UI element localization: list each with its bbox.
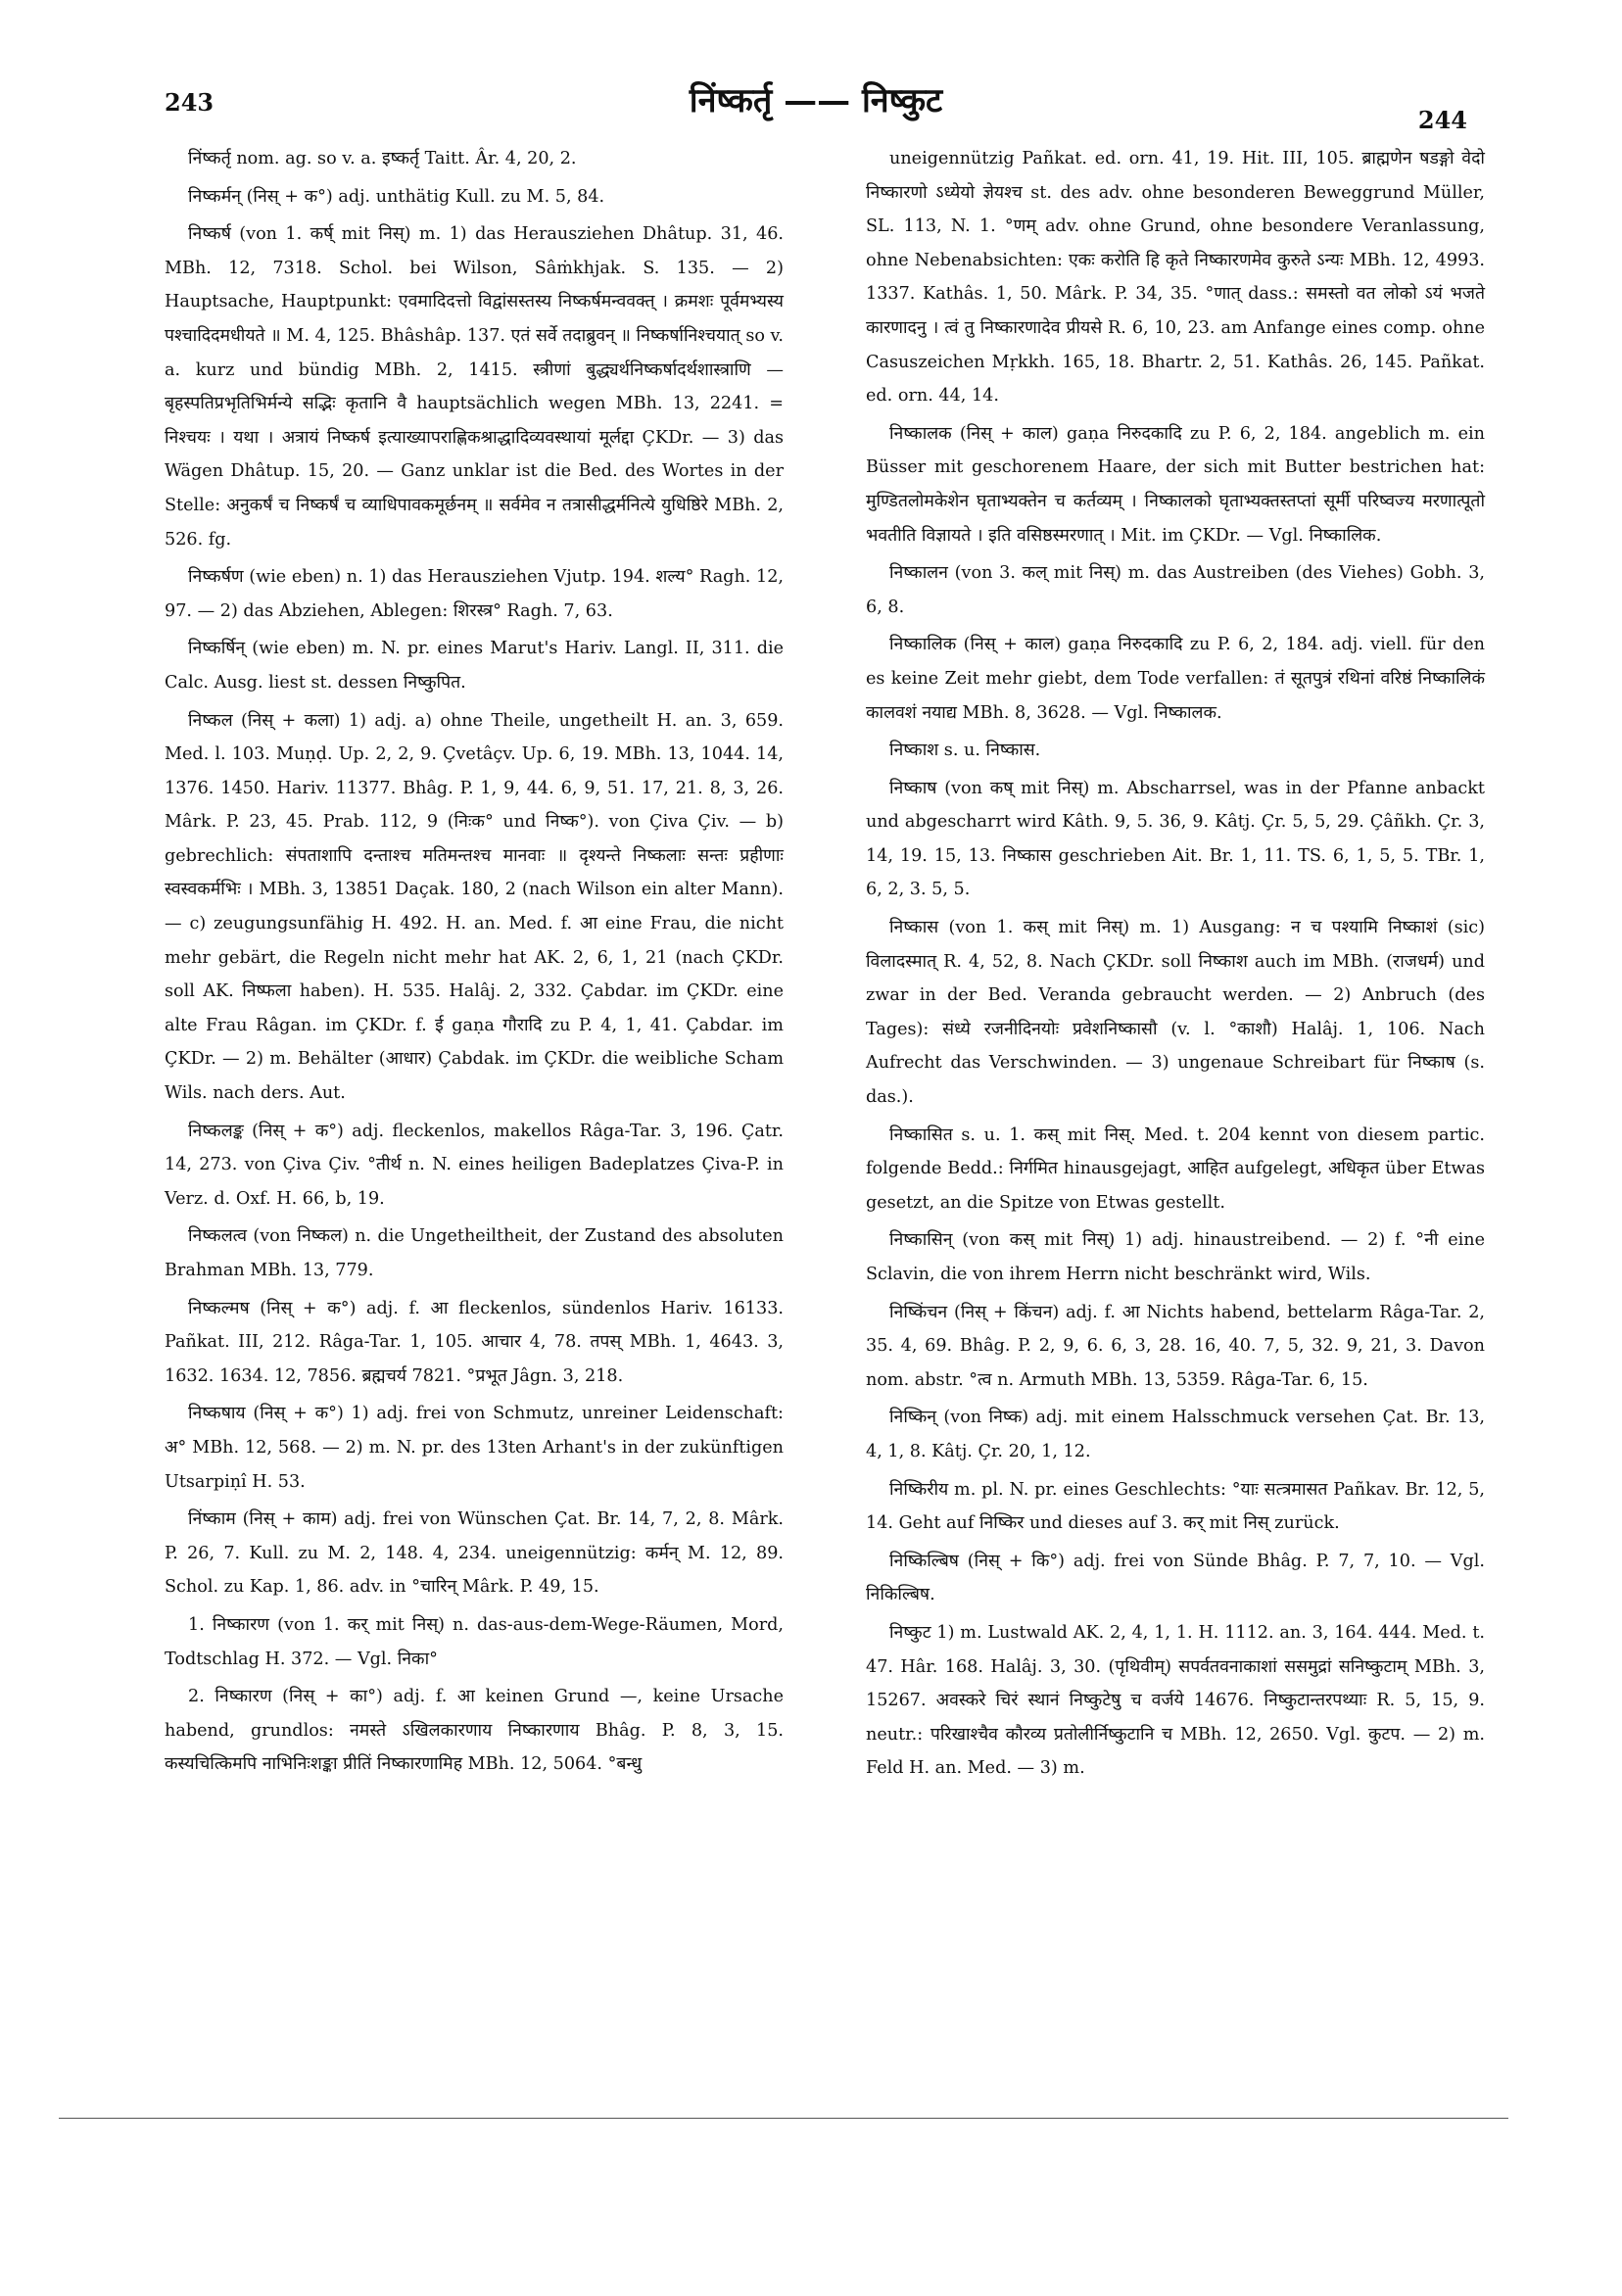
page-number-right: 244	[1417, 106, 1467, 134]
dictionary-entry: निंष्कर्तृ nom. ag. so v. a. इष्कर्तृ Taitt. Âr. 4, 20, 2.	[188, 149, 577, 168]
dictionary-entry: निष्काष (von कष् mit निस्) m. Abscharrsel, was in der Pfanne anbackt und abgescharrt wird Kâth. 9, 5. 36, 9. Kâtj. Çr. 5, 5, 29. Çâñkh. Çr. 3, 14, 19. 15, 13. निष्कास geschrieben Ait. Br. 1, 11. TS. 6, 1, 5, 5. TBr. 1, 6, 2, 3. 5, 5.	[866, 778, 1485, 900]
dictionary-entry: निष्किंचन (निस् + किंचन) adj. f. आ Nichts habend, bettelarm Râga-Tar. 2, 35. 4, 69. Bhâg. P. 2, 9, 6. 6, 3, 28. 16, 40. 7, 5, 32. 9, 21, 3. Davon nom. abstr. °त्व n. Armuth MBh. 13, 5359. Râga-Tar. 6, 15.	[866, 1302, 1485, 1390]
dictionary-entry: 1. निष्कारण (von 1. कर् mit निस्) n. das-aus-dem-Wege-Räumen, Mord, Todtschlag H. 372. — Vgl. निका°	[165, 1614, 784, 1669]
page-header	[165, 76, 1467, 135]
right-column	[866, 142, 1485, 1790]
dictionary-entry: निष्कलङ्क (निस् + क°) adj. fleckenlos, makellos Râga-Tar. 3, 196. Çatr. 14, 273. von Çiva Çiv. °तीर्थ n. N. eines heiligen Badeplatzes Çiva-P. in Verz. d. Oxf. H. 66, b, 19.	[165, 1121, 784, 1209]
dictionary-entry: निष्कषाय (निस् + क°) 1) adj. frei von Schmutz, unreiner Leidenschaft: अ° MBh. 12, 568. — 2) m. N. pr. des 13ten Arhant's in der zukünftigen Utsarpiṇî H. 53.	[165, 1404, 784, 1492]
dictionary-entry: निष्कल्मष (निस् + क°) adj. f. आ fleckenlos, sündenlos Hariv. 16133. Pañkat. III, 212. Râga-Tar. 1, 105. आचार 4, 78. तपस् MBh. 1, 4643. 3, 1632. 1634. 12, 7856. ब्रह्मचर्य 7821. °प्रभूत Jâgn. 3, 218.	[165, 1298, 784, 1386]
footer-rule	[59, 2118, 1508, 2119]
page-number-left: 243	[165, 88, 215, 117]
running-title: निंष्कर्तृ —— निष्कुट	[689, 81, 943, 120]
dictionary-entry: निष्कर्ष (von 1. कर्ष् mit निस्) m. 1) das Herausziehen Dhâtup. 31, 46. MBh. 12, 7318. Schol. bei Wilson, Sâṁkhjak. S. 135. — 2) Hauptsache, Hauptpunkt: एवमादिदत्तो विद्वांसस्तस्य निष्कर्षमन्ववक्त् । क्रमशः पूर्वमभ्यस्य पश्चादिदमधीयते ॥ M. 4, 125. Bhâshâp. 137. एतं सर्वे तदाब्रुवन् ॥ निष्कर्षानिश्चयात् so v. a. kurz und bündig MBh. 2, 1415. स्त्रीणां बुद्ध्यर्थनिष्कर्षादर्थशास्त्राणि — बृहस्पतिप्रभृतिभिर्मन्ये सद्भिः कृतानि वै hauptsächlich wegen MBh. 13, 2241. = निश्चयः । यथा । अत्रायं निष्कर्ष इत्याख्यापराह्णिकश्राद्धादिव्यवस्थायां मूर्लद्दा ÇKDr. — 3) das Wägen Dhâtup. 15, 20. — Ganz unklar ist die Bed. des Wortes in der Stelle: अनुकर्षं च निष्कर्षं च व्याधिपावकमूर्छनम् ॥ सर्वमेव न तत्रासीद्धर्मनित्ये युधिष्ठिरे MBh. 2, 526. fg.	[165, 224, 784, 550]
dictionary-entry: निष्कर्षिन् (wie eben) m. N. pr. eines Marut's Hariv. Langl. II, 311. die Calc. Ausg. liest st. dessen निष्कुपित.	[165, 639, 784, 693]
dictionary-entry: निष्कल (निस् + कला) 1) adj. a) ohne Theile, ungetheilt H. an. 3, 659. Med. l. 103. Muṇḍ. Up. 2, 2, 9. Çvetâçv. Up. 6, 19. MBh. 13, 1044. 14, 1376. 1450. Hariv. 11377. Bhâg. P. 1, 9, 44. 6, 9, 51. 17, 21. 8, 3, 26. Mârk. P. 23, 45. Prab. 112, 9 (निःक° und निष्क°). von Çiva Çiv. — b) gebrechlich: संपताशापि दन्ताश्च मतिमन्तश्च मानवाः ॥ दृश्यन्ते निष्कलाः सन्तः प्रहीणाः स्वस्वकर्मभिः । MBh. 3, 13851 Daçak. 180, 2 (nach Wilson ein alter Mann). — c) zeugungsunfähig H. 492. H. an. Med. f. आ eine Frau, die nicht mehr gebärt, die Regeln nicht mehr hat AK. 2, 6, 1, 21 (nach ÇKDr. soll AK. निष्फला haben). H. 535. Halâj. 2, 332. Çabdar. im ÇKDr. eine alte Frau Râgan. im ÇKDr. f. ई gaṇa गौरादि zu P. 4, 1, 41. Çabdar. im ÇKDr. — 2) m. Behälter (आधार) Çabdak. im ÇKDr. die weibliche Scham Wils. nach ders. Aut.	[165, 710, 784, 1104]
dictionary-entry: निष्कालन (von 3. कल् mit निस्) m. das Austreiben (des Viehes) Gobh. 3, 6, 8.	[866, 563, 1485, 617]
dictionary-entry: निंष्काम (निस् + काम) adj. frei von Wünschen Çat. Br. 14, 7, 2, 8. Mârk. P. 26, 7. Kull. zu M. 2, 148. 4, 234. uneigennützig: कर्मन् M. 12, 89. Schol. zu Kap. 1, 86. adv. in °चारिन् Mârk. P. 49, 15.	[165, 1509, 784, 1598]
left-column	[165, 142, 784, 1786]
dictionary-entry: निष्किन् (von निष्क) adj. mit einem Halsschmuck versehen Çat. Br. 13, 4, 1, 8. Kâtj. Çr. 20, 1, 12.	[866, 1408, 1485, 1461]
dictionary-entry: uneigennützig Pañkat. ed. orn. 41, 19. Hit. III, 105. ब्राह्मणेन षडङ्गो वेदो निष्कारणो ऽध्येयो ज्ञेयश्च st. des adv. ohne besonderen Beweggrund Müller, SL. 113, N. 1. °णम् adv. ohne Grund, ohne besondere Veranlassung, ohne Nebenabsichten: एकः करोति हि कृते निष्कारणमेव कुरुते ऽन्यः MBh. 12, 4993. 1337. Kathâs. 1, 50. Mârk. P. 34, 35. °णात् dass.: समस्तो वत लोको ऽयं भजते कारणादनु । त्वं तु निष्कारणादेव प्रीयसे R. 6, 10, 23. am Anfange eines comp. ohne Casuszeichen Mṛkkh. 165, 18. Bhartr. 2, 51. Kathâs. 26, 145. Pañkat. ed. orn. 44, 14.	[866, 149, 1485, 407]
dictionary-entry: निष्कास (von 1. कस् mit निस्) m. 1) Ausgang: न च पश्यामि निष्काशं (sic) विलादस्मात् R. 4, 52, 8. Nach ÇKDr. soll निष्काश auch im MBh. (राजधर्म) und zwar in der Bed. Veranda gebraucht werden. — 2) Anbruch (des Tages): संध्ये रजनीदिनयोः प्रवेशनिष्कासौ (v. l. °काशौ) Halâj. 1, 106. Nach Aufrecht das Verschwinden. — 3) ungenaue Schreibart für निष्काष (s. das.).	[866, 918, 1485, 1108]
dictionary-entry: निष्कासित s. u. 1. कस् mit निस्. Med. t. 204 kennt von diesem partic. folgende Bedd.: निर्गमित hinausgejagt, आहित aufgelegt, अधिकृत über Etwas gesetzt, an die Spitze von Etwas gestellt.	[866, 1124, 1485, 1213]
dictionary-entry: निष्कुट 1) m. Lustwald AK. 2, 4, 1, 1. H. 1112. an. 3, 164. 444. Med. t. 47. Hâr. 168. Halâj. 3, 30. (पृथिवीम्) सपर्वतवनाकाशां ससमुद्रां सनिष्कुटाम् MBh. 3, 15267. अवस्करे चिरं स्थानं निष्कुटेषु च वर्जये 14676. निष्कुटान्तरपथ्याः R. 5, 15, 9. neutr.: परिखाश्चैव कौरव्य प्रतोलीर्निष्कुटानि च MBh. 12, 2650. Vgl. कुटप. — 2) m. Feld H. an. Med. — 3) m.	[866, 1622, 1485, 1779]
dictionary-entry: 2. निष्कारण (निस् + का°) adj. f. आ keinen Grund —, keine Ursache habend, grundlos: नमस्ते ऽखिलकारणाय निष्कारणाय Bhâg. P. 8, 3, 15. कस्यचित्किमपि नाभिनिःशङ्का प्रीतिं निष्कारणामिह MBh. 12, 5064. °बन्धु	[165, 1687, 784, 1775]
dictionary-entry: निष्किरीय m. pl. N. pr. eines Geschlechts: °याः सत्त्रमासत Pañkav. Br. 12, 5, 14. Geht auf निष्किर und dieses auf 3. कर् mit निस् zurück.	[866, 1479, 1485, 1534]
dictionary-entry: निष्कालिक (निस् + काल) gaṇa निरुदकादि zu P. 6, 2, 184. adj. viell. für den es keine Zeit mehr giebt, dem Tode verfallen: तं सूतपुत्रं रथिनां वरिष्ठं निष्कालिकं कालवशं नयाद्य MBh. 8, 3628. — Vgl. निष्कालक.	[866, 635, 1485, 723]
dictionary-entry: निष्काश s. u. निष्कास.	[889, 741, 1041, 761]
dictionary-entry: निष्कलत्व (von निष्कल) n. die Ungetheiltheit, der Zustand des absoluten Brahman MBh. 13, 779.	[165, 1226, 784, 1280]
dictionary-entry: निष्कर्मन् (निस् + क°) adj. unthätig Kull. zu M. 5, 84.	[188, 186, 605, 207]
dictionary-entry: निष्कर्षण (wie eben) n. 1) das Herausziehen Vjutp. 194. शल्य° Ragh. 12, 97. — 2) das Abziehen, Ablegen: शिरस्त्र° Ragh. 7, 63.	[165, 567, 784, 621]
dictionary-entry: निष्किल्बिष (निस् + कि°) adj. frei von Sünde Bhâg. P. 7, 7, 10. — Vgl. निकिल्बिष.	[866, 1551, 1485, 1605]
dictionary-entry: निष्कालक (निस् + काल) gaṇa निरुदकादि zu P. 6, 2, 184. angeblich m. ein Büsser mit geschorenem Haare, der sich mit Butter bestrichen hat: मुण्डितलोमकेशेन घृताभ्यक्तेन च कर्तव्यम् । निष्कालको घृताभ्यक्तस्तप्तां सूर्मी परिष्वज्य मरणात्पूतो भवतीति विज्ञायते । इति वसिष्ठस्मरणात् । Mit. im ÇKDr. — Vgl. निष्कालिक.	[866, 423, 1485, 546]
dictionary-entry: निष्कासिन् (von कस् mit निस्) 1) adj. hinaustreibend. — 2) f. °नी eine Sclavin, die von ihrem Herrn nicht beschränkt wird, Wils.	[866, 1230, 1485, 1284]
